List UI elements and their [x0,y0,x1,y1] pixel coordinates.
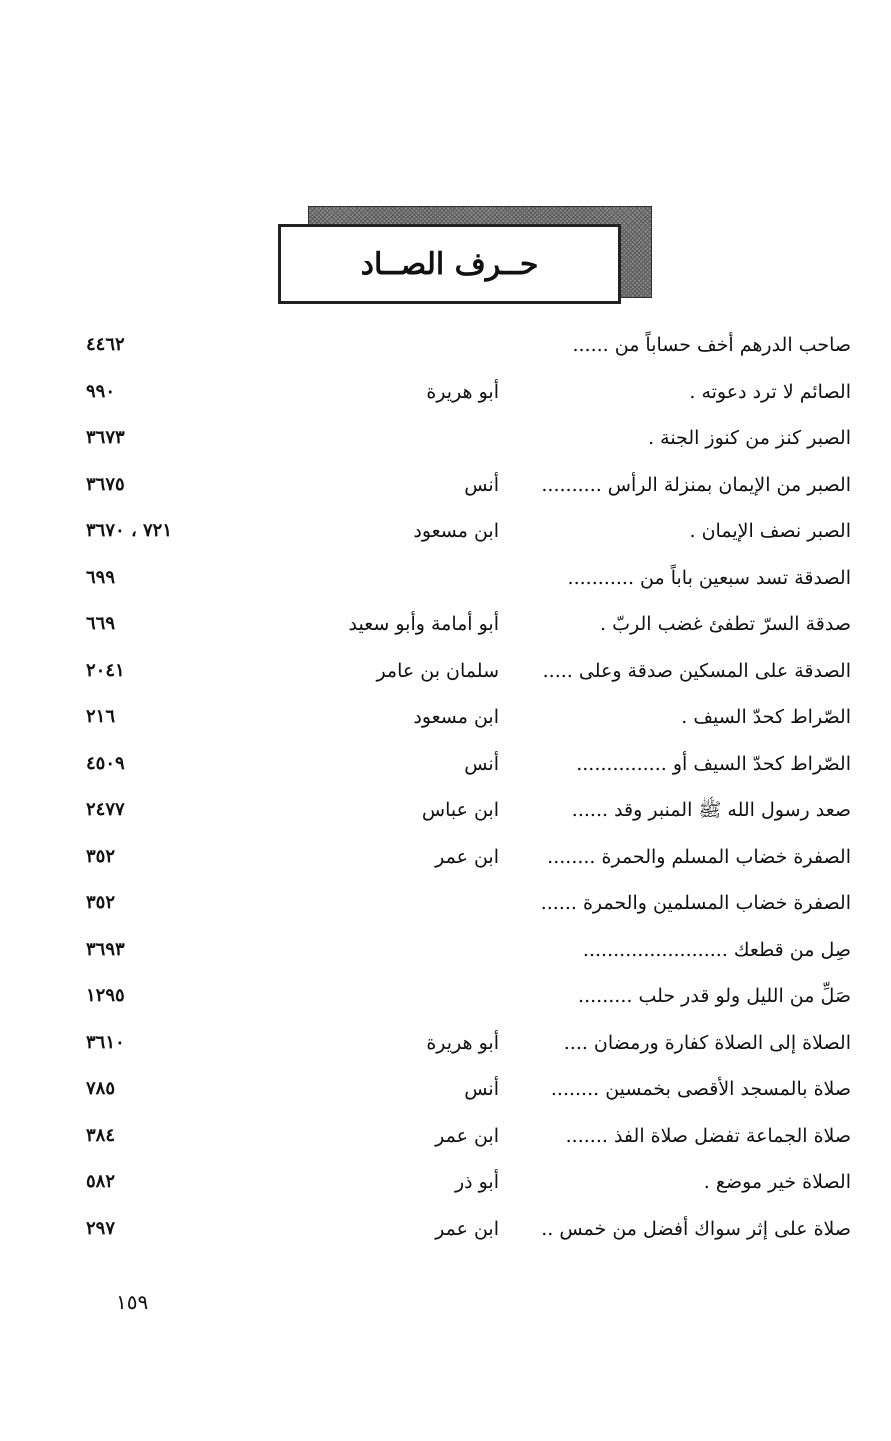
entry-text: الصلاة خير موضع . [703,1171,851,1193]
list-item [0,973,891,1020]
entry-number: ٣٦٩٣ [86,938,125,960]
entry-text: صَلِّ من الليل ولو قدر حلب ......... [578,985,851,1007]
list-item [0,1066,891,1113]
entry-number: ٣٦١٠ [86,1031,125,1053]
entry-text: الصبر من الإيمان بمنزلة الرأس .......... [541,473,851,496]
entry-text: صدقة السرّ تطفئ غضب الربّ . [600,613,851,635]
entry-narrator: ابن عباس [421,799,499,821]
entry-text: الصبر نصف الإيمان . [689,520,851,542]
entry-number: ٧٢١ ، ٣٦٧٠ [86,520,173,541]
entry-number: ٣٥٢ [86,892,116,913]
entry-narrator: أنس [464,473,499,496]
list-item [0,834,891,881]
list-item [0,694,891,741]
entry-number: ٧٨٥ [86,1078,116,1099]
list-item [0,648,891,695]
entry-narrator: ابن عمر [435,1217,499,1240]
entry-text: صِل من قطعك ........................ [582,938,851,961]
entry-narrator: سلمان بن عامر [376,659,499,682]
entry-number: ٤٤٦٢ [86,334,125,355]
entry-narrator: ابن مسعود [413,706,499,728]
entry-number: ٢٤٧٧ [86,799,125,820]
entry-number: ٣٨٤ [86,1124,116,1146]
entry-text: الصدقة تسد سبعين باباً من ........... [567,566,851,589]
list-item [0,555,891,602]
list-item [0,415,891,462]
entry-number: ٦٩٩ [86,566,116,588]
entry-text: الصّراط كحدّ السيف . [681,706,851,728]
entry-number: ٥٨٢ [86,1171,116,1192]
list-item [0,508,891,555]
entry-text: الصائم لا ترد دعوته . [689,380,851,403]
entry-narrator: ابن مسعود [413,520,499,542]
heading-title: حــرف الصــاد [360,246,539,282]
list-item [0,880,891,927]
entry-narrator: أبو هريرة [426,1031,499,1054]
entry-text: صلاة الجماعة تفضل صلاة الفذ ....... [565,1124,851,1147]
entry-narrator: أبو أمامة وأبو سعيد [348,613,499,635]
entry-text: صلاة بالمسجد الأقصى بخمسين ........ [550,1078,851,1100]
section-heading [278,206,650,306]
entry-number: ٣٦٧٥ [86,473,125,495]
entry-narrator: أنس [464,752,499,775]
list-item [0,601,891,648]
list-item [0,1159,891,1206]
entry-text: الصلاة إلى الصلاة كفارة ورمضان .... [563,1031,851,1054]
entry-number: ٢١٦ [86,706,116,727]
entry-text: الصّراط كحدّ السيف أو ............... [576,752,851,775]
list-item [0,462,891,509]
entry-number: ٩٩٠ [86,380,116,402]
list-item [0,1020,891,1067]
heading-box [278,224,621,304]
list-item [0,1113,891,1160]
list-item [0,741,891,788]
entry-number: ٦٦٩ [86,613,116,634]
entry-text: الصدقة على المسكين صدقة وعلى ..... [542,659,851,682]
entry-number: ٢٠٤١ [86,659,125,681]
entry-text: صعد رسول الله ﷺ المنبر وقد ...... [571,799,851,821]
entry-list [0,322,891,1252]
entry-text: الصفرة خضاب المسلم والحمرة ........ [547,845,851,868]
entry-text: صاحب الدرهم أخف حساباً من ...... [572,334,851,356]
entry-text: الصفرة خضاب المسلمين والحمرة ...... [540,892,851,914]
entry-text: صلاة على إثر سواك أفضل من خمس .. [541,1217,851,1240]
entry-text: الصبر كنز من كنوز الجنة . [648,427,851,449]
list-item [0,1206,891,1253]
list-item [0,369,891,416]
list-item [0,927,891,974]
entry-number: ٣٦٧٣ [86,427,125,448]
entry-narrator: ابن عمر [435,845,499,868]
entry-narrator: أبو هريرة [426,380,499,403]
entry-number: ١٢٩٥ [86,985,125,1006]
entry-narrator: أبو ذر [454,1171,499,1193]
entry-narrator: أنس [464,1078,499,1100]
entry-number: ٢٩٧ [86,1217,116,1239]
entry-number: ٤٥٠٩ [86,752,125,774]
list-item [0,787,891,834]
entry-narrator: ابن عمر [435,1124,499,1147]
page-number: ١٥٩ [116,1290,149,1314]
entry-number: ٣٥٢ [86,845,116,867]
list-item [0,322,891,369]
